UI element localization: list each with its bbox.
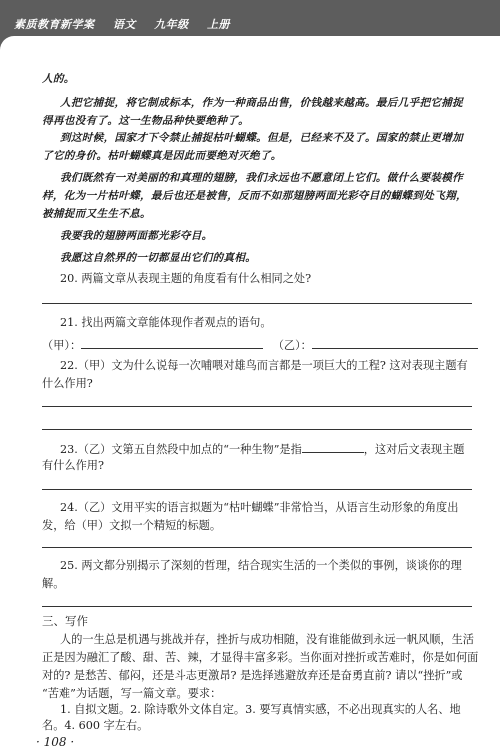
question-25-line-2: 解。: [42, 577, 65, 590]
question-23-line-1: [60, 441, 465, 457]
writing-requirements-line: 名。4. 600 字左右。: [42, 719, 149, 732]
running-header: [0, 0, 500, 50]
question-24-line-2: 发，给（甲）文拟一个精短的标题。: [42, 519, 222, 532]
header-title: [14, 16, 244, 32]
writing-prompt-line: 对的? 是愁苦、郁闷，还是斗志更激昂? 是选择逃避放弃还是奋勇直前? 请以“挫折”或: [42, 669, 463, 682]
question-24-line-1: 24.（乙）文用平实的语言拟题为“枯叶蝴蝶”非常恰当，从语言生动形象的角度出: [60, 501, 459, 514]
writing-heading: 三、写作: [42, 614, 88, 628]
writing-prompt-line: 正是因为融汇了酸、甜、苦、辣，才显得丰富多彩。当你面对挫折或苦难时，你是如何面: [42, 651, 479, 664]
question-21-blanks: [42, 337, 478, 353]
answer-line[interactable]: [42, 303, 472, 304]
page-number: · 108 ·: [36, 735, 75, 749]
header-volume: 上册: [207, 18, 231, 31]
passage-line: 样，化为一片枯叶蝶，最后也还是被售，反而不如那翅膀两面光彩夺目的蝴蝶到处飞翔，: [42, 190, 467, 202]
question-25-line-1: 25. 两文都分别揭示了深刻的哲理，结合现实生活的一个类似的事例，谈谈你的理: [60, 559, 462, 572]
question-22-line-1: 22.（甲）文为什么说每一次哺喂对雄鸟而言都是一项巨大的工程? 这对表现主题有: [60, 359, 468, 372]
answer-line[interactable]: [42, 547, 472, 548]
answer-blank-jia[interactable]: [81, 337, 263, 349]
passage-line: 我们既然有一对美丽的和真理的翅膀，我们永远也不愿意闭上它们。做什么要装模作: [60, 172, 464, 184]
answer-line[interactable]: [42, 429, 472, 430]
question-23-text-b: ，这对后文表现主题: [363, 443, 465, 456]
header-subject: 语文: [112, 18, 136, 31]
passage-line: 了它的身价。枯叶蝴蝶真是因此而要绝对灭绝了。: [42, 150, 282, 162]
blank-label-yi: （乙）：: [272, 339, 312, 352]
passage-line: 人把它捕捉，将它制成标本，作为一种商品出售，价钱越来越高。最后几乎把它捕捉: [60, 97, 464, 109]
passage-line: 人的。: [42, 73, 75, 85]
answer-blank-23[interactable]: [302, 441, 364, 453]
question-20: 20. 两篇文章从表现主题的角度看有什么相同之处?: [60, 272, 312, 285]
header-series: 素质教育新学案: [14, 18, 95, 31]
answer-line[interactable]: [42, 606, 472, 607]
writing-prompt-line: 人的一生总是机遇与挑战并存，挫折与成功相随，没有谁能做到永远一帆风顺，生活: [60, 633, 474, 646]
blank-label-jia: （甲）：: [42, 339, 82, 352]
header-band-curve: [0, 36, 500, 50]
question-21: 21. 找出两篇文章能体现作者观点的语句。: [60, 316, 272, 329]
passage-line: 我愿这自然界的一切都显出它们的真相。: [60, 252, 257, 264]
passage-line: 被捕捉而又生生不息。: [42, 208, 151, 220]
writing-requirements-line: 1. 自拟文题。2. 除诗歌外文体自定。3. 要写真情实感，不必出现真实的人名、地: [60, 703, 461, 716]
passage-line: 到这时候，国家才下令禁止捕捉枯叶蝴蝶。但是，已经来不及了。国家的禁止更增加: [60, 132, 464, 144]
answer-line[interactable]: [42, 489, 472, 490]
answer-line[interactable]: [42, 406, 472, 407]
question-23-line-2: 有什么作用?: [42, 459, 104, 472]
answer-blank-yi[interactable]: [312, 337, 478, 349]
header-grade: 九年级: [154, 18, 189, 31]
passage-line: 得再也没有了。这一生物品种快要绝种了。: [42, 115, 249, 127]
question-22-line-2: 什么作用?: [42, 377, 93, 390]
writing-prompt-line: “苦难”为话题，写一篇文章。要求：: [42, 687, 222, 700]
passage-line: 我要我的翅膀两面都光彩夺目。: [60, 230, 213, 242]
question-23-text-a: 23.（乙）文第五自然段中加点的“一种生物”是指: [60, 443, 302, 456]
